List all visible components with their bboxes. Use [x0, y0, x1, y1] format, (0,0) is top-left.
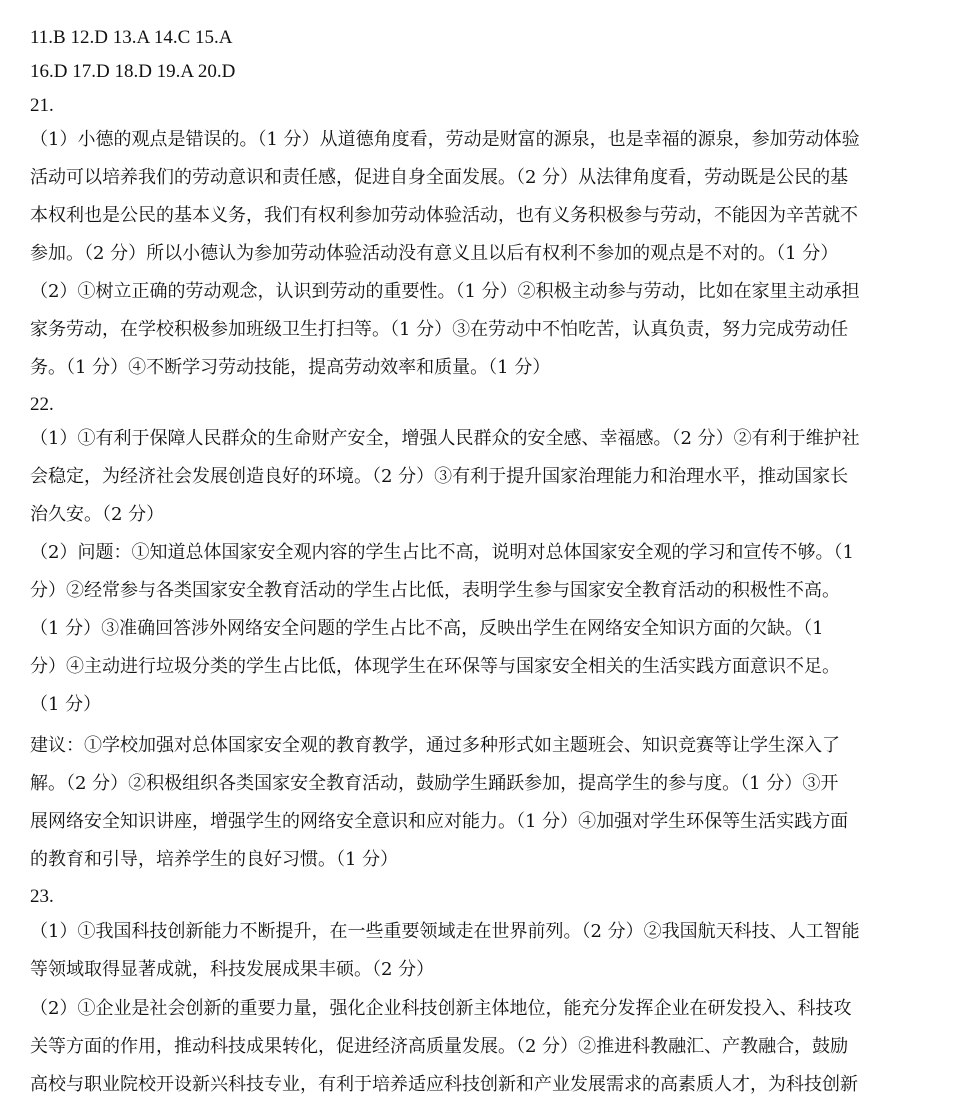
q23-line-5: 高校与职业院校开设新兴科技专业，有利于培养适应科技创新和产业发展需求的高素质人才，为科技创新	[30, 1074, 858, 1095]
q23-line-3: （2）①企业是社会创新的重要力量，强化企业科技创新主体地位，能充分发挥企业在研发投入、科技攻	[30, 998, 852, 1019]
q21-line-6: 家务劳动，在学校积极参加班级卫生打扫等。（1 分）③在劳动中不怕吃苦，认真负责，努力完成劳动任	[30, 319, 849, 340]
question-number-22: 22.	[30, 394, 54, 415]
q22-line-3: 治久安。（2 分）	[30, 504, 165, 525]
q23-line-1: （1）①我国科技创新能力不断提升，在一些重要领域走在世界前列。（2 分）②我国航天科技、人工智能	[30, 921, 860, 942]
q21-line-4: 参加。（2 分）所以小德认为参加劳动体验活动没有意义且以后有权利不参加的观点是不对的。（1 分）	[30, 243, 839, 264]
q22-line-5: 分）②经常参与各类国家安全教育活动的学生占比低，表明学生参与国家安全教育活动的积极性不高。	[30, 580, 840, 601]
q22-line-1: （1）①有利于保障人民群众的生命财产安全，增强人民群众的安全感、幸福感。（2 分）②有利于维护社	[30, 428, 860, 449]
q22-line-12: 的教育和引导，培养学生的良好习惯。（1 分）	[30, 849, 399, 870]
q22-line-7: 分）④主动进行垃圾分类的学生占比低，体现学生在环保等与国家安全相关的生活实践方面意识不足。	[30, 656, 840, 677]
q22-line-8: （1 分）	[30, 694, 102, 715]
question-number-21: 21.	[30, 95, 54, 116]
q21-line-2: 活动可以培养我们的劳动意识和责任感，促进自身全面发展。（2 分）从法律角度看，劳动既是公民的基	[30, 167, 849, 188]
q21-line-5: （2）①树立正确的劳动观念，认识到劳动的重要性。（1 分）②积极主动参与劳动，比如在家里主动承担	[30, 281, 860, 302]
q23-line-4: 关等方面的作用，推动科技成果转化，促进经济高质量发展。（2 分）②推进科教融汇、产教融合，鼓励	[30, 1036, 849, 1057]
q21-line-1: （1）小德的观点是错误的。（1 分）从道德角度看，劳动是财富的源泉，也是幸福的源泉，参加劳动体验	[30, 129, 860, 150]
q22-line-6: （1 分）③准确回答涉外网络安全问题的学生占比不高，反映出学生在网络安全知识方面的欠缺。（1	[30, 618, 824, 639]
mc-answers-row-2: 16.D 17.D 18.D 19.A 20.D	[30, 61, 236, 82]
q22-line-2: 会稳定，为经济社会发展创造良好的环境。（2 分）③有利于提升国家治理能力和治理水平，推动国家长	[30, 466, 849, 487]
q22-line-10: 解。（2 分）②积极组织各类国家安全教育活动，鼓励学生踊跃参加，提高学生的参与度。（1 分）③开	[30, 773, 839, 794]
q22-line-9: 建议：①学校加强对总体国家安全观的教育教学，通过多种形式如主题班会、知识竞赛等让学生深入了	[30, 735, 840, 756]
q22-line-11: 展网络安全知识讲座，增强学生的网络安全意识和应对能力。（1 分）④加强对学生环保等生活实践方面	[30, 811, 849, 832]
mc-answers-row-1: 11.B 12.D 13.A 14.C 15.A	[30, 27, 233, 48]
q21-line-7: 务。（1 分）④不断学习劳动技能，提高劳动效率和质量。（1 分）	[30, 357, 551, 378]
q21-line-3: 本权利也是公民的基本义务，我们有权利参加劳动体验活动，也有义务积极参与劳动，不能因为辛苦就不	[30, 205, 858, 226]
q22-line-4: （2）问题：①知道总体国家安全观内容的学生占比不高，说明对总体国家安全观的学习和宣传不够。（1	[30, 542, 854, 563]
question-number-23: 23.	[30, 886, 54, 907]
q23-line-2: 等领域取得显著成就，科技发展成果丰硕。（2 分）	[30, 959, 435, 980]
